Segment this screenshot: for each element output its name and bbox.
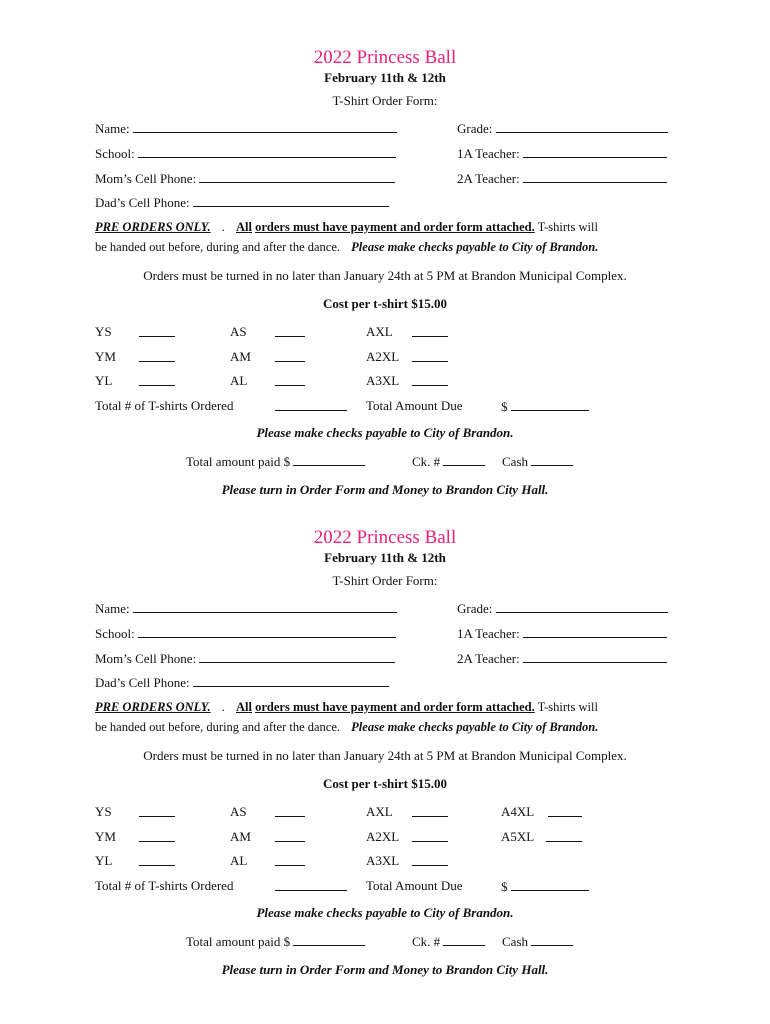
check-number-line[interactable]: [443, 453, 485, 466]
cash-label: Cash: [502, 934, 528, 949]
total-due-label: Total Amount Due: [366, 878, 463, 893]
grade-field[interactable]: [457, 600, 668, 617]
size-label: AS: [230, 804, 247, 819]
size-qty-line[interactable]: [139, 349, 175, 366]
school-label: School:: [95, 146, 135, 161]
mom-phone-label: Mom’s Cell Phone:: [95, 651, 197, 666]
check-number-field[interactable]: [412, 933, 485, 950]
size-qty-line[interactable]: [275, 324, 305, 341]
total-paid-field[interactable]: [186, 933, 365, 950]
school-label: School:: [95, 626, 135, 641]
total-ordered-label: Total # of T-shirts Ordered: [95, 398, 234, 413]
size-label: YL: [95, 373, 113, 388]
grade-label: Grade:: [457, 121, 493, 136]
cash-field[interactable]: [502, 453, 573, 470]
deadline-text: Orders must be turned in no later than January 24th at 5 PM at Brandon Municipal Complex.: [143, 748, 627, 763]
total-due-line[interactable]: [511, 878, 589, 891]
size-qty-line[interactable]: [139, 324, 175, 341]
form-title: 2022 Princess Ball: [313, 47, 457, 68]
grade-input-line[interactable]: [496, 600, 668, 613]
notice-handed-out-2: be handed out before, during and after the dance.: [95, 240, 341, 254]
size-qty-line[interactable]: [275, 349, 305, 366]
dad-phone-field[interactable]: [95, 674, 389, 691]
mom-phone-field[interactable]: [95, 650, 395, 667]
check-number-label: Ck. #: [412, 454, 441, 469]
teacher-1a-field[interactable]: [457, 625, 667, 642]
cash-field[interactable]: [502, 933, 573, 950]
teacher-1a-label: 1A Teacher:: [457, 146, 520, 161]
size-label: YM: [95, 349, 116, 364]
cash-line[interactable]: [531, 453, 573, 466]
check-number-field[interactable]: [412, 453, 485, 470]
notice-checks: Please make checks payable to City of Brandon.: [351, 240, 599, 254]
total-due-label: Total Amount Due: [366, 398, 463, 413]
total-ordered-line[interactable]: [275, 398, 347, 415]
name-label: Name:: [95, 601, 130, 616]
notice-checks: Please make checks payable to City of Brandon.: [351, 720, 599, 734]
teacher-2a-label: 2A Teacher:: [457, 171, 520, 186]
size-qty-line[interactable]: [412, 324, 448, 341]
grade-input-line[interactable]: [496, 120, 668, 133]
size-qty-line[interactable]: [548, 804, 582, 821]
dad-phone-label: Dad’s Cell Phone:: [95, 195, 190, 210]
cash-label: Cash: [502, 454, 528, 469]
size-qty-line[interactable]: [139, 829, 175, 846]
cost-per-shirt: Cost per t-shirt $15.00: [323, 296, 447, 311]
mom-phone-input-line[interactable]: [199, 170, 395, 183]
total-due-field[interactable]: [501, 878, 589, 895]
teacher-1a-input-line[interactable]: [523, 625, 667, 638]
size-label: A2XL: [366, 829, 400, 844]
notice-payment: orders must have payment and order form attached.: [255, 220, 535, 234]
event-dates: February 11th & 12th: [324, 550, 446, 565]
size-label: YS: [95, 804, 112, 819]
name-field[interactable]: [95, 600, 397, 617]
size-label: AL: [230, 853, 248, 868]
form-subtitle: T-Shirt Order Form:: [332, 573, 438, 588]
size-qty-line[interactable]: [412, 373, 448, 390]
name-label: Name:: [95, 121, 130, 136]
turn-in-notice: Please turn in Order Form and Money to Brandon City Hall.: [221, 962, 549, 977]
total-paid-label: Total amount paid $: [186, 454, 291, 469]
total-ordered-line[interactable]: [275, 878, 347, 895]
total-paid-label: Total amount paid $: [186, 934, 291, 949]
checks-payable: Please make checks payable to City of Brandon.: [256, 905, 514, 920]
notice-dot: .: [221, 700, 225, 714]
order-form-1: [0, 0, 770, 497]
total-paid-field[interactable]: [186, 453, 365, 470]
checks-payable: Please make checks payable to City of Brandon.: [256, 425, 514, 440]
total-paid-line[interactable]: [293, 453, 365, 466]
notice-handed-out: T-shirts will: [537, 700, 598, 714]
size-qty-line[interactable]: [412, 853, 448, 870]
size-label: AXL: [366, 804, 393, 819]
notice-line-1: [95, 699, 598, 715]
school-input-line[interactable]: [138, 145, 396, 158]
teacher-2a-label: 2A Teacher:: [457, 651, 520, 666]
order-form-2: [0, 480, 770, 977]
size-qty-line[interactable]: [275, 804, 305, 821]
size-qty-line[interactable]: [139, 804, 175, 821]
notice-line-2: [95, 239, 598, 255]
turn-in-notice: Please turn in Order Form and Money to Brandon City Hall.: [221, 482, 549, 497]
size-qty-line[interactable]: [139, 373, 175, 390]
size-qty-line[interactable]: [412, 349, 448, 366]
size-label: AM: [230, 349, 251, 364]
size-label: AL: [230, 373, 248, 388]
size-qty-line[interactable]: [275, 373, 305, 390]
name-input-line[interactable]: [133, 120, 397, 133]
notice-line-1: [95, 219, 598, 235]
event-dates: February 11th & 12th: [324, 70, 446, 85]
check-number-line[interactable]: [443, 933, 485, 946]
size-qty-line[interactable]: [139, 853, 175, 870]
school-field[interactable]: [95, 625, 396, 642]
mom-phone-input-line[interactable]: [199, 650, 395, 663]
size-label: A5XL: [501, 829, 535, 844]
school-field[interactable]: [95, 145, 396, 162]
total-due-line[interactable]: [511, 398, 589, 411]
teacher-2a-field[interactable]: [457, 650, 667, 667]
form-title: 2022 Princess Ball: [313, 527, 457, 548]
notice-handed-out: T-shirts will: [537, 220, 598, 234]
notice-handed-out-2: be handed out before, during and after the dance.: [95, 720, 341, 734]
cash-line[interactable]: [531, 933, 573, 946]
size-label: YS: [95, 324, 112, 339]
grade-field[interactable]: [457, 120, 668, 137]
notice-dot: .: [221, 220, 225, 234]
notice-all: All: [236, 220, 252, 234]
total-ordered-label: Total # of T-shirts Ordered: [95, 878, 234, 893]
cost-per-shirt: Cost per t-shirt $15.00: [323, 776, 447, 791]
size-label: YL: [95, 853, 113, 868]
size-label: AXL: [366, 324, 393, 339]
notice-line-2: [95, 719, 598, 735]
dad-phone-label: Dad’s Cell Phone:: [95, 675, 190, 690]
grade-label: Grade:: [457, 601, 493, 616]
preorders-notice: PRE ORDERS ONLY.: [95, 700, 211, 714]
total-due-field[interactable]: [501, 398, 589, 415]
teacher-1a-label: 1A Teacher:: [457, 626, 520, 641]
teacher-1a-input-line[interactable]: [523, 145, 667, 158]
size-label: A3XL: [366, 853, 400, 868]
teacher-1a-field[interactable]: [457, 145, 667, 162]
preorders-notice: PRE ORDERS ONLY.: [95, 220, 211, 234]
check-number-label: Ck. #: [412, 934, 441, 949]
name-input-line[interactable]: [133, 600, 397, 613]
size-label: AM: [230, 829, 251, 844]
size-qty-line[interactable]: [412, 829, 448, 846]
teacher-2a-input-line[interactable]: [523, 170, 667, 183]
size-label: AS: [230, 324, 247, 339]
size-label: A4XL: [501, 804, 535, 819]
notice-all: All: [236, 700, 252, 714]
size-qty-line[interactable]: [275, 853, 305, 870]
total-paid-line[interactable]: [293, 933, 365, 946]
form-subtitle: T-Shirt Order Form:: [332, 93, 438, 108]
size-label: YM: [95, 829, 116, 844]
school-input-line[interactable]: [138, 625, 396, 638]
mom-phone-label: Mom’s Cell Phone:: [95, 171, 197, 186]
mom-phone-field[interactable]: [95, 170, 395, 187]
dollar-sign: $: [501, 879, 508, 894]
name-field[interactable]: [95, 120, 397, 137]
teacher-2a-input-line[interactable]: [523, 650, 667, 663]
dollar-sign: $: [501, 399, 508, 414]
dad-phone-field[interactable]: [95, 194, 389, 211]
size-qty-line[interactable]: [546, 829, 582, 846]
deadline-text: Orders must be turned in no later than January 24th at 5 PM at Brandon Municipal Complex.: [143, 268, 627, 283]
teacher-2a-field[interactable]: [457, 170, 667, 187]
size-qty-line[interactable]: [275, 829, 305, 846]
notice-payment: orders must have payment and order form attached.: [255, 700, 535, 714]
size-qty-line[interactable]: [412, 804, 448, 821]
size-label: A2XL: [366, 349, 400, 364]
dad-phone-input-line[interactable]: [193, 194, 389, 207]
dad-phone-input-line[interactable]: [193, 674, 389, 687]
size-label: A3XL: [366, 373, 400, 388]
